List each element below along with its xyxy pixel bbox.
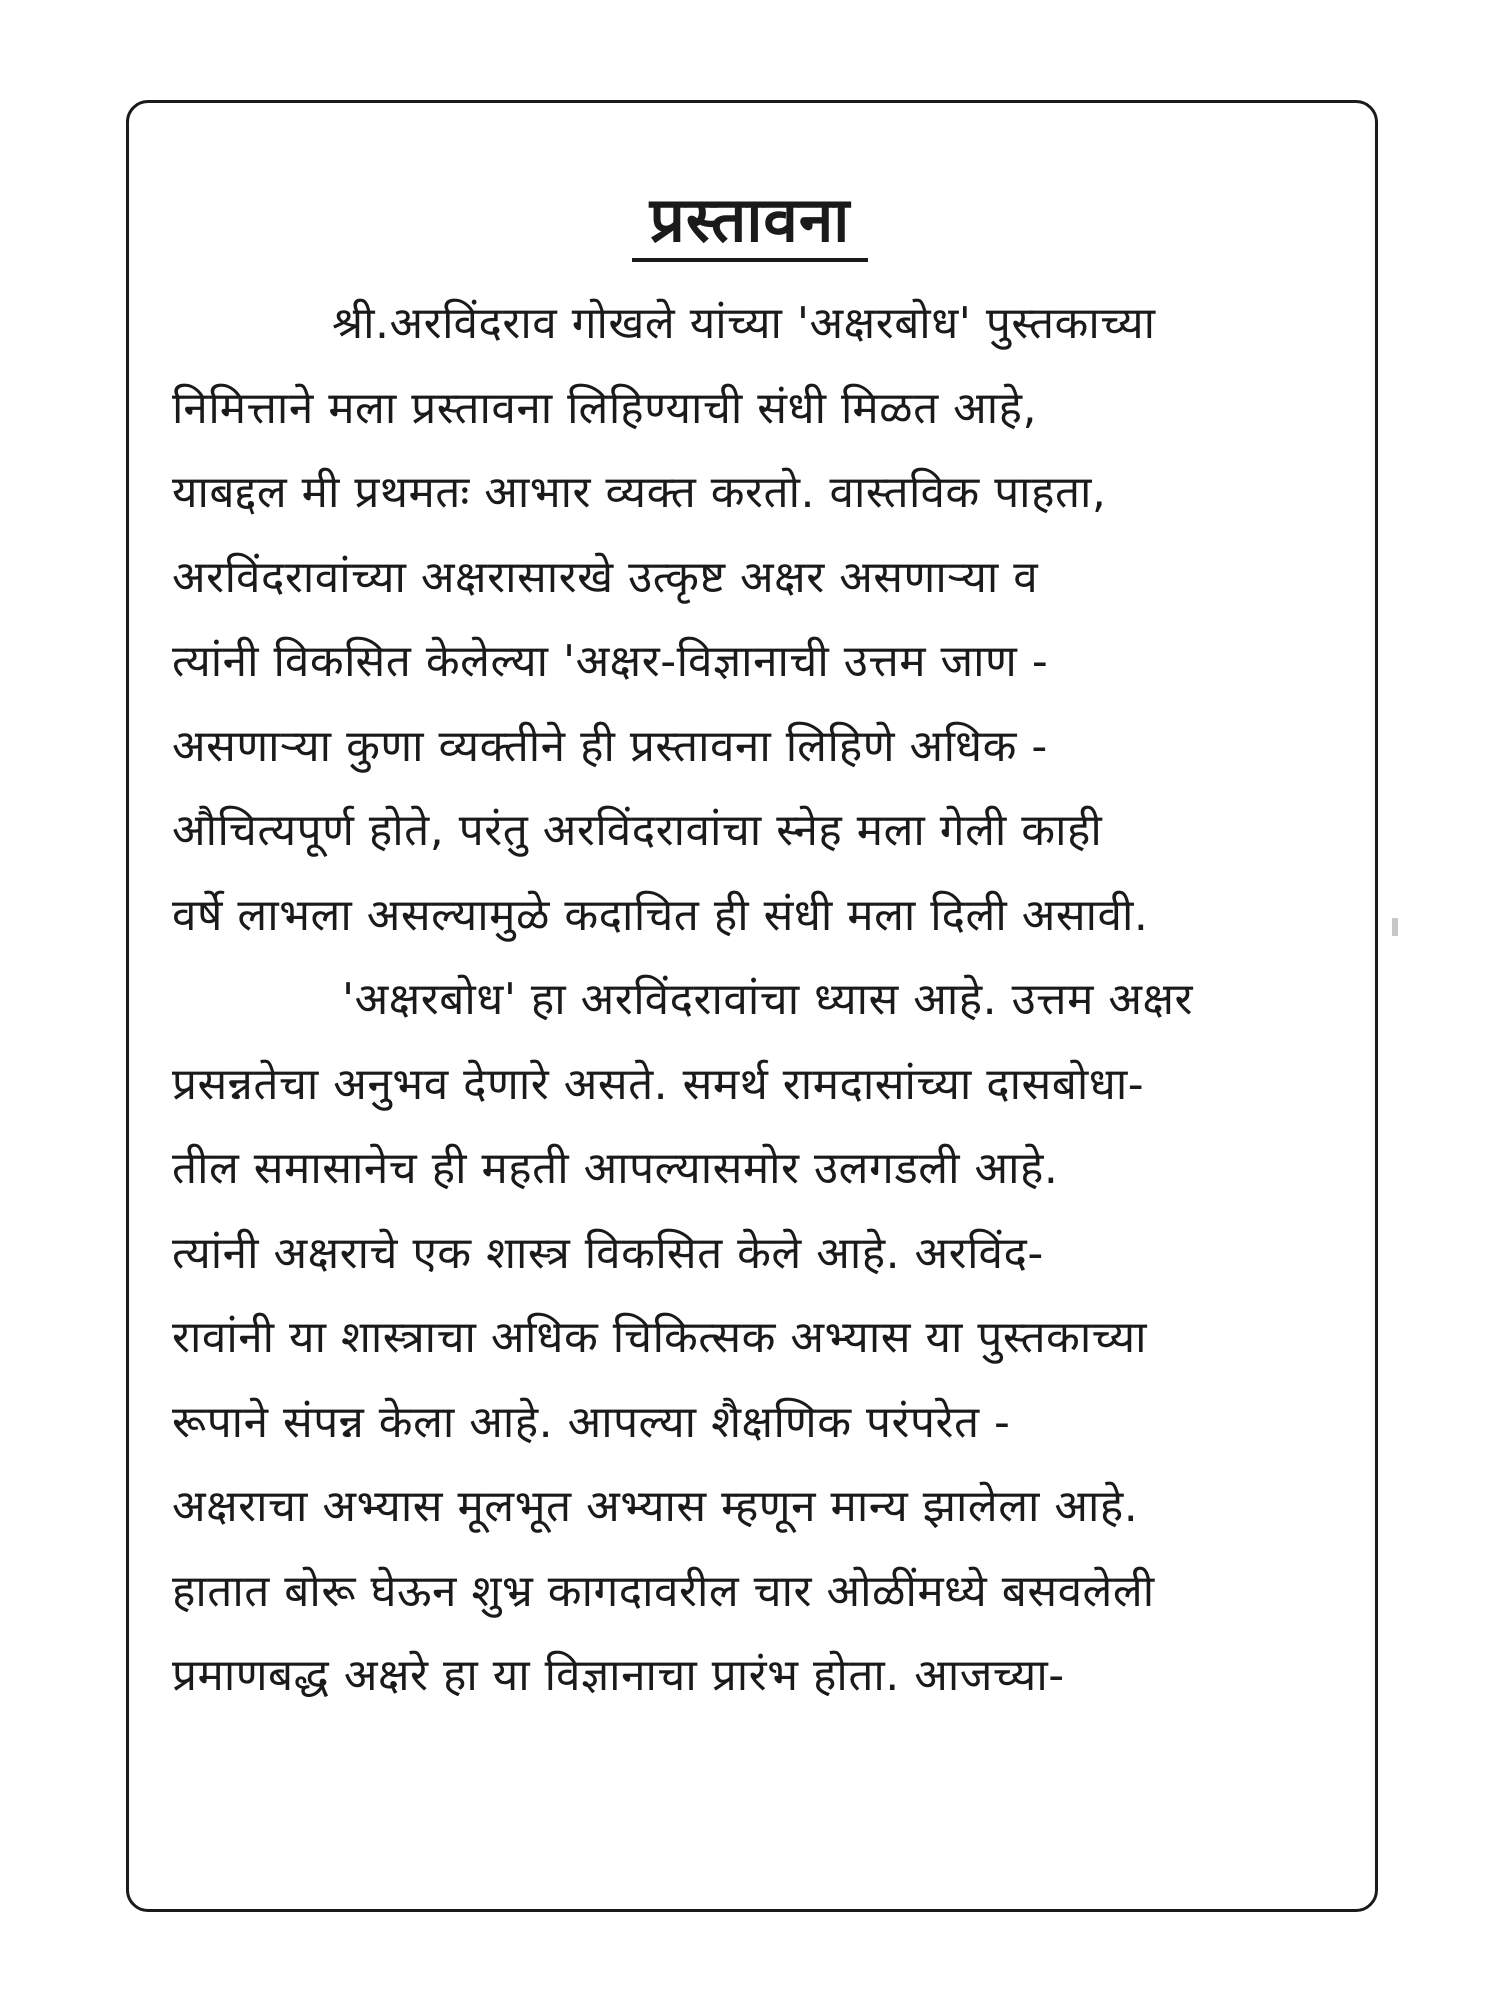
- text-line: रूपाने संपन्न केला आहे. आपल्या शैक्षणिक परंपरेत -: [172, 1396, 1011, 1448]
- text-line: असणाऱ्या कुणा व्यक्तीने ही प्रस्तावना लिहिणे अधिक -: [172, 720, 1048, 772]
- text-line: हातात बोरू घेऊन शुभ्र कागदावरील चार ओळींमध्ये बसवलेली: [172, 1565, 1155, 1617]
- text-line: त्यांनी विकसित केलेल्या 'अक्षर-विज्ञानाची उत्तम जाण -: [172, 636, 1049, 687]
- title-container: [0, 184, 1500, 262]
- body-paragraphs: [172, 282, 1332, 1719]
- text-line: औचित्यपूर्ण होते, परंतु अरविंदरावांचा स्नेह मला गेली काही: [172, 805, 1103, 856]
- text-line: याबद्दल मी प्रथमतः आभार व्यक्त करतो. वास्तविक पाहता,: [172, 467, 1107, 518]
- text-line: अक्षराचा अभ्यास मूलभूत अभ्यास म्हणून मान्य झालेला आहे.: [172, 1481, 1139, 1532]
- text-line: निमित्ताने मला प्रस्तावना लिहिण्याची संधी मिळत आहे,: [172, 382, 1037, 434]
- text-line: रावांनी या शास्त्राचा अधिक चिकित्सक अभ्यास या पुस्तकाच्या: [172, 1312, 1148, 1363]
- text-line: प्रमाणबद्ध अक्षरे हा या विज्ञानाचा प्रारंभ होता. आजच्या-: [172, 1650, 1065, 1701]
- text-line: अरविंदरावांच्या अक्षरासारखे उत्कृष्ट अक्षर असणाऱ्या व: [172, 551, 1039, 603]
- scan-speck: [1392, 918, 1398, 936]
- text-line: 'अक्षरबोध' हा अरविंदरावांचा ध्यास आहे. उत्तम अक्षर: [342, 974, 1194, 1025]
- text-line: त्यांनी अक्षराचे एक शास्त्र विकसित केले आहे. अरविंद-: [172, 1227, 1044, 1279]
- text-line: वर्षे लाभला असल्यामुळे कदाचित ही संधी मला दिली असावी.: [172, 889, 1149, 941]
- page-title: प्रस्तावना: [632, 184, 869, 262]
- text-line: श्री.अरविंदराव गोखले यांच्या 'अक्षरबोध' पुस्तकाच्या: [332, 298, 1156, 349]
- text-line: तील समासानेच ही महती आपल्यासमोर उलगडली आहे.: [172, 1143, 1059, 1194]
- text-line: प्रसन्नतेचा अनुभव देणारे असते. समर्थ रामदासांच्या दासबोधा-: [172, 1058, 1145, 1110]
